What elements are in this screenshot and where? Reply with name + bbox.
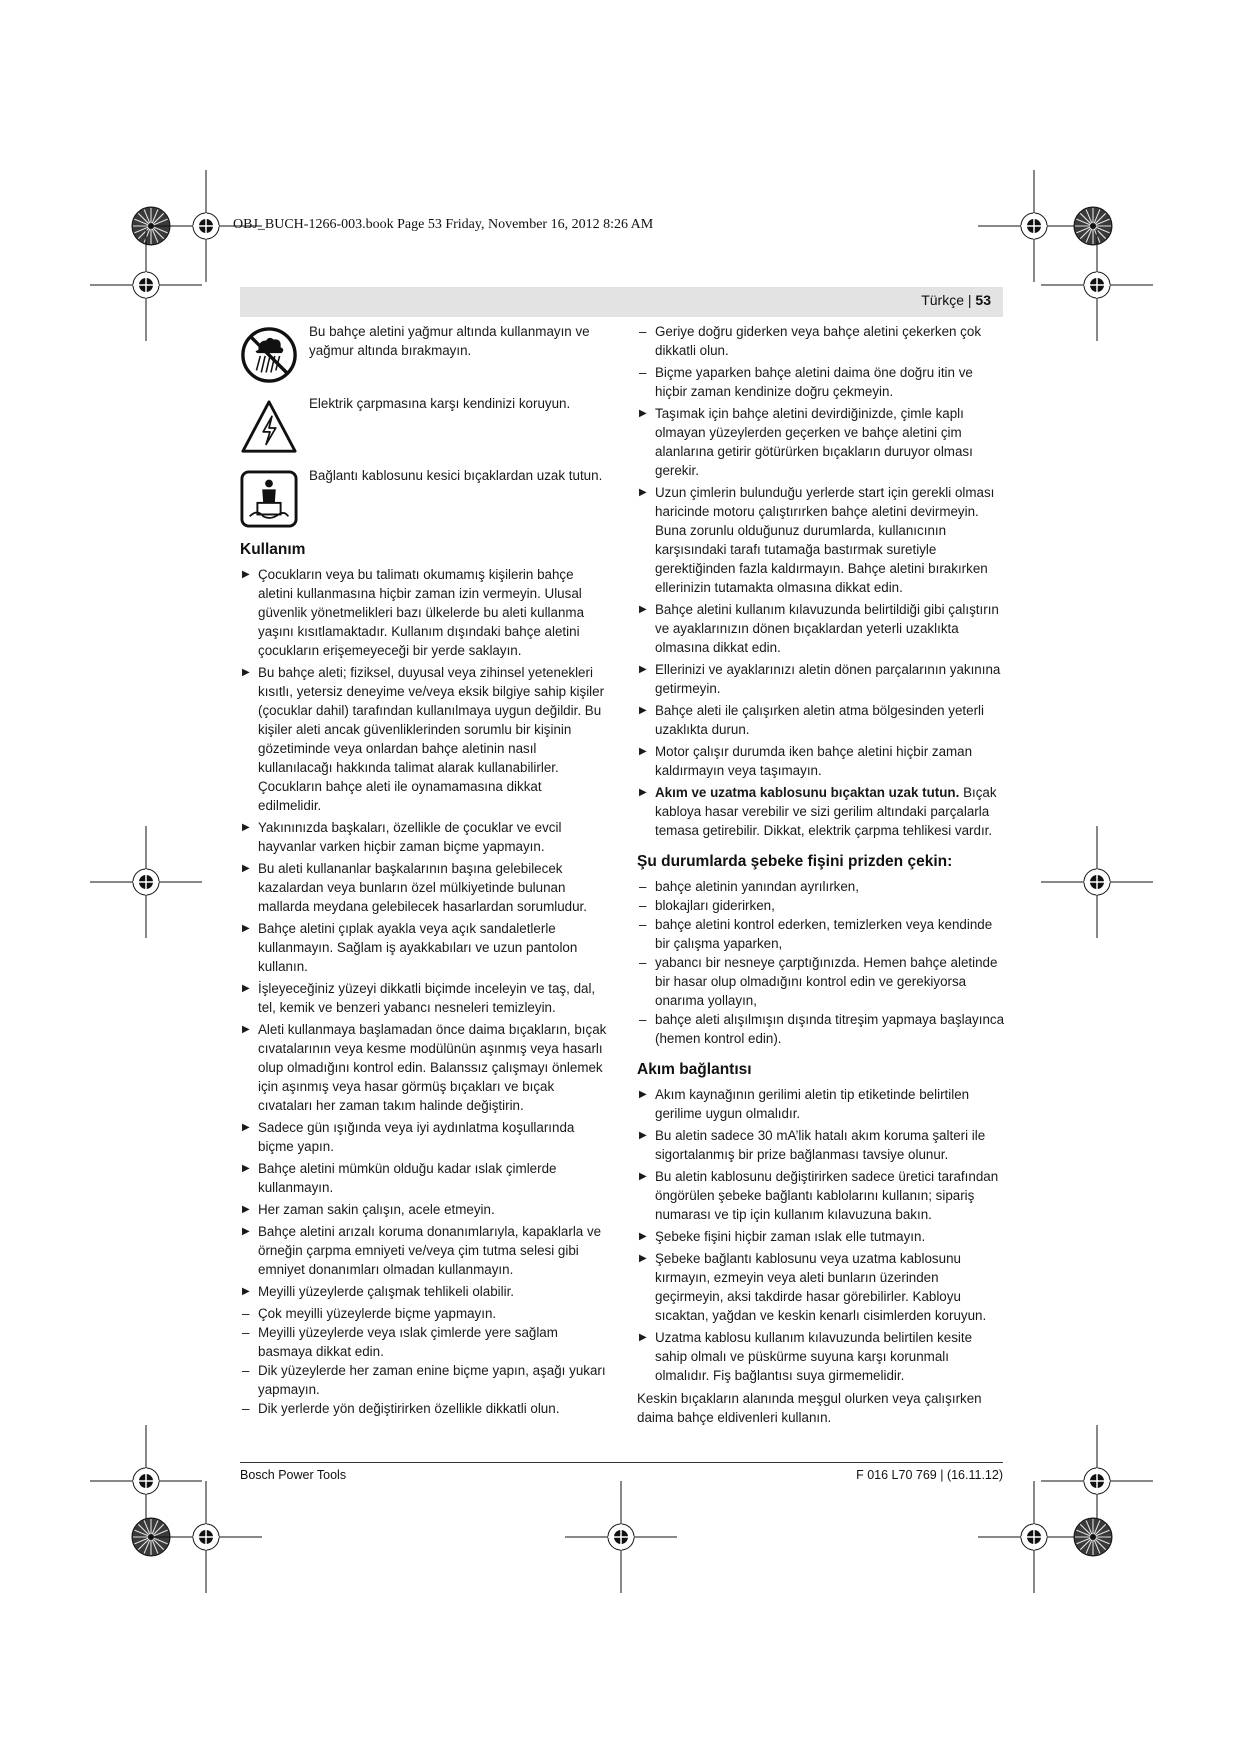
list-item: ▶ Meyilli yüzeylerde çalışmak tehlikeli olabilir. [240, 1282, 608, 1301]
symbol-text-rain: Bu bahçe aletini yağmur altında kullanmayın ve yağmur altında bırakmayın. [309, 324, 590, 358]
list-item: – bahçe aletini kontrol ederken, temizlerken veya kendinde bir çalışma yaparken, [637, 915, 1007, 953]
list-item: ▶ Bahçe aletini çıplak ayakla veya açık sandaletlerle kullanmayın. Sağlam iş ayakkabıları ve uzun pantolon kullanın. [240, 919, 608, 976]
list-item: – Çok meyilli yüzeylerde biçme yapmayın. [240, 1304, 608, 1323]
list-item: ▶ Bu aleti kullananlar başkalarının başına gelebilecek kazalardan veya bunların özel mülkiyetinde bulunan mallarda meydana gelebilecek hasarlardan sorumludur. [240, 859, 608, 916]
left-column [240, 322, 608, 1418]
list-item: – bahçe aletinin yanından ayrılırken, [637, 877, 1007, 896]
list-item: ▶ Bahçe aletini kullanım kılavuzunda belirtildiği gibi çalıştırın ve ayaklarınızın dönen bıçaklardan yeterli uzaklıkta olmasına dikkat edin. [637, 600, 1007, 657]
list-item [637, 783, 1007, 840]
section-heading-unplug: Şu durumlarda şebeke fişini prizden çekin: [637, 853, 953, 870]
list-item: ▶ Çocukların veya bu talimatı okumamış kişilerin bahçe aletini kullanmasına hiçbir zaman izin vermeyin. Ulusal güvenlik yönetmelikleri bazı ülkelerde bu aleti kullanma yaşını kısıtlamaktadır. Kullanım dışındaki bahçe aletini çocukların erişemeyeceği bir yerde saklayın. [240, 565, 608, 660]
header-separator: | [967, 292, 972, 308]
symbol-row-cable [240, 466, 608, 528]
list-item: ▶ İşleyeceğiniz yüzeyi dikkatli biçimde inceleyin ve taş, dal, tel, kemik ve benzeri yabancı nesneleri temizleyin. [240, 979, 608, 1017]
list-item: – blokajları giderirken, [637, 896, 1007, 915]
power-list [637, 1085, 1007, 1385]
list-item: ▶ Taşımak için bahçe aletini devirdiğinizde, çimle kaplı olmayan yüzeylerden geçerken ve bahçe aletini çim alanlarına getirir götürürken bıçakların duruyor olması gerekir. [637, 404, 1007, 480]
list-item: ▶ Bu aletin sadece 30 mA’lik hatalı akım koruma şalteri ile sigortalanmış bir prize bağlanması tavsiye olunur. [637, 1126, 1007, 1164]
list-item: ▶ Uzatma kablosu kullanım kılavuzunda belirtilen kesite sahip olmalı ve püskürme suyuna karşı korunmalı olmalıdır. Fiş bağlantısı suya girmemelidir. [637, 1328, 1007, 1385]
list-item: – Dik yüzeylerde her zaman enine biçme yapın, aşağı yukarı yapmayın. [240, 1361, 608, 1399]
closing-paragraph: Keskin bıçakların alanında meşgul olurken veya çalışırken daima bahçe eldivenleri kullanın. [637, 1391, 982, 1425]
list-item: ▶ Ellerinizi ve ayaklarınızı aletin dönen parçalarının yakınına getirmeyin. [637, 660, 1007, 698]
no-rain-icon [240, 326, 298, 384]
page-header [240, 287, 1003, 317]
safety-list-continued [637, 322, 1007, 840]
list-item: – bahçe aleti alışılmışın dışında titreşim yapmaya başlayınca (hemen kontrol edin). [637, 1010, 1007, 1048]
list-item-bold-lead: Akım ve uzatma kablosunu bıçaktan uzak tutun. [655, 785, 960, 800]
unplug-list [637, 877, 1007, 1048]
symbol-text-shock: Elektrik çarpmasına karşı kendinizi koruyun. [309, 396, 571, 411]
footer-doc-number: F 016 L70 769 | (16.11.12) [856, 1468, 1003, 1482]
list-item: – Geriye doğru giderken veya bahçe aletini çekerken çok dikkatli olun. [637, 322, 1007, 360]
cable-away-from-blades-icon [240, 470, 298, 528]
list-item: ▶ Bahçe aleti ile çalışırken aletin atma bölgesinden yeterli uzaklıkta durun. [637, 701, 1007, 739]
list-item: – Biçme yaparken bahçe aletini daima öne doğru itin ve hiçbir zaman kendinize doğru çekmeyin. [637, 363, 1007, 401]
symbol-row-shock [240, 394, 608, 456]
list-item: ▶ Yakınınızda başkaları, özellikle de çocuklar ve evcil hayvanlar varken hiçbir zaman biçme yapmayın. [240, 818, 608, 856]
footer-divider [240, 1462, 1003, 1463]
section-heading-kullanim: Kullanım [240, 541, 306, 558]
list-item: ▶ Akım kaynağının gerilimi aletin tip etiketinde belirtilen gerilime uygun olmalıdır. [637, 1085, 1007, 1123]
symbol-text-cable: Bağlantı kablosunu kesici bıçaklardan uzak tutun. [309, 468, 603, 483]
list-item: – Meyilli yüzeylerde veya ıslak çimlerde yere sağlam basmaya dikkat edin. [240, 1323, 608, 1361]
kullanim-list [240, 565, 608, 1418]
list-item: – Dik yerlerde yön değiştirirken özellikle dikkatli olun. [240, 1399, 608, 1418]
book-slug-line: OBJ_BUCH-1266-003.book Page 53 Friday, November 16, 2012 8:26 AM [233, 217, 654, 232]
list-item: ▶ Şebeke fişini hiçbir zaman ıslak elle tutmayın. [637, 1227, 1007, 1246]
right-column [637, 322, 1007, 1427]
electric-shock-warning-icon [240, 398, 298, 456]
list-item: – yabancı bir nesneye çarptığınızda. Hemen bahçe aletinde bir hasar olup olmadığını kontrol edin ve gerekiyorsa onarıma yollayın, [637, 953, 1007, 1010]
list-item: ▶ Her zaman sakin çalışın, acele etmeyin. [240, 1200, 608, 1219]
list-item: ▶ Bahçe aletini arızalı koruma donanımlarıyla, kapaklarla ve örneğin çarpma emniyeti ve/veya çim tutma selesi gibi emniyet donanımları olmadan kullanmayın. [240, 1222, 608, 1279]
list-item: ▶ Bu bahçe aleti; fiziksel, duyusal veya zihinsel yetenekleri kısıtlı, yetersiz deneyime ve/veya eksik bilgiye sahip kişiler (çocuklar dahil) tarafından kullanılmaya uygun değildir. Bu kişiler aleti ancak güvenliklerinden sorumlu bir kişinin gözetiminde veya onlardan bahçe aletinin nasıl kullanılacağı hakkında talimat alarak kullanabilirler. Çocukların bahçe aleti ile oynamamasına dikkat edilmelidir. [240, 663, 608, 815]
list-item: ▶ Aleti kullanmaya başlamadan önce daima bıçakların, bıçak cıvatalarının veya kesme modülünün aşınmış veya hasarlı olup olmadığını kontrol edin. Balanssız çalışmayı önlemek için aşınmış veya hasar görmüş bıçakları ve bıçak cıvataları her zaman takım halinde değiştirin. [240, 1020, 608, 1115]
page-number: 53 [975, 292, 991, 308]
footer-brand: Bosch Power Tools [240, 1468, 347, 1482]
list-item: ▶ Bahçe aletini mümkün olduğu kadar ıslak çimlerde kullanmayın. [240, 1159, 608, 1197]
list-item: ▶ Bu aletin kablosunu değiştirirken sadece üretici tarafından öngörülen şebeke bağlantı kablolarını kullanın; sipariş numarası ve tip için kullanım kılavuzuna bakın. [637, 1167, 1007, 1224]
list-item: ▶ Motor çalışır durumda iken bahçe aletini hiçbir zaman kaldırmayın veya taşımayın. [637, 742, 1007, 780]
list-item-text: Bıçak kabloya hasar verebilir ve sizi gerilim altındaki parçalarla temasa getirebilir. Dikkat, elektrik çarpma tehlikesi vardır. [655, 785, 997, 838]
symbol-row-rain [240, 322, 608, 384]
section-heading-power: Akım bağlantısı [637, 1061, 752, 1078]
list-item: ▶ Sadece gün ışığında veya iyi aydınlatma koşullarında biçme yapın. [240, 1118, 608, 1156]
header-language: Türkçe [921, 292, 964, 308]
list-item: ▶ Uzun çimlerin bulunduğu yerlerde start için gerekli olması haricinde motoru çalıştırırken bahçe aletini devirmeyin. Buna zorunlu olduğunuz durumlarda, kullanıcının karşısındaki tarafı tutamağa bastırmak suretiyle gerektiğinden fazla kaldırmayın. Bahçe aletini bırakırken ellerinizin tutamakta olmasına dikkat edin. [637, 483, 1007, 597]
list-item: ▶ Şebeke bağlantı kablosunu veya uzatma kablosunu kırmayın, ezmeyin veya aleti bunların üzerinden geçirmeyin, aksi takdirde hasar görebilirler. Kabloyu sıcaktan, yağdan ve keskin kenarlı cisimlerden koruyun. [637, 1249, 1007, 1325]
